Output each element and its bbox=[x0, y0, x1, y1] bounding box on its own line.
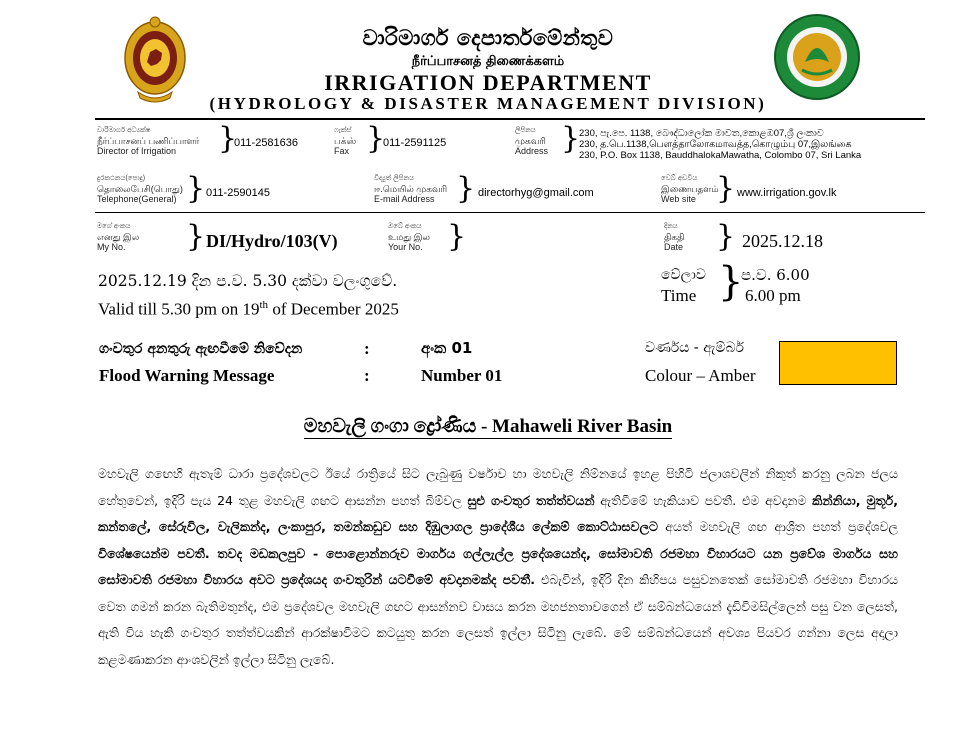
telephone-label: දුරකථනය(පොදු) தொலைபேசி(பொது) Telephone(General) bbox=[97, 175, 183, 204]
time-value-sinhala: ප.ව. 6.00 bbox=[741, 266, 810, 284]
validity-sinhala: 2025.12.19 දින ප.ව. 5.30 දක්වා වලංගුවේ. bbox=[98, 272, 398, 290]
dept-title-sinhala: වාරිමාර්ග දෙපාර්තමේන්තුව bbox=[362, 26, 614, 50]
brace: } bbox=[561, 121, 581, 156]
bold-emphasis: කින්නියා, මුතූර්, කන්තලේ, සේරුවිල, වැලිකන්ද, ලංකාපුර, තමන්කඩුව සහ දිඹුලාගල ප්‍රාදේශීය ලේකම් කොට්ඨාසවලට bbox=[98, 492, 898, 534]
email-address[interactable]: directorhyg@gmail.com bbox=[478, 187, 594, 199]
time-label-english: Time bbox=[661, 286, 697, 305]
header-divider bbox=[95, 118, 925, 120]
address-label: ලිපිනය முகவரி Address bbox=[515, 127, 549, 156]
dept-title-tamil: நீர்ப்பாசனத் திணைக்களம் bbox=[411, 54, 565, 69]
warning-number-sinhala: අංක 01 bbox=[421, 339, 473, 357]
your-no-label: ඔබේ අංකය உமது இல Your No. bbox=[388, 223, 430, 252]
address-lines: 230, පැ.පෙ. 1138, බෞද්ධාලෝක මාවත,කොළඹ07,ශ්‍රී ලංකාව 230, த.பெ.1138,பௌத்தாலோகமாவத்த,கொழும்பு 07,இலங்கை 230, P.O. Box 1138, BauddhalokaMawatha, Colombo 07, Sri Lanka bbox=[579, 128, 862, 161]
brace: } bbox=[456, 171, 476, 206]
my-no-label: මගේ අංකය எனது இல My No. bbox=[97, 223, 140, 252]
contacts-divider bbox=[95, 212, 925, 213]
director-phone: 011-2581636 bbox=[234, 137, 299, 149]
river-basin-heading: මහවැලි ගංගා ද්‍රෝණිය - Mahaweli River Basin bbox=[303, 416, 673, 437]
colon: : bbox=[364, 366, 370, 385]
dept-title-english: IRRIGATION DEPARTMENT bbox=[324, 70, 652, 95]
brace: } bbox=[447, 219, 467, 254]
warning-label-sinhala: ගංවතුර අනතුරු ඇඟවීමේ නිවේදන bbox=[99, 341, 303, 357]
bold-emphasis: විශේෂයෙන්ම පවතී. තවද මඩකලපුව - පොළොන්නරුව මාර්ගය ගල්ලැල්ල ප්‍රදේශයෙන්ද, සෝමාවති රජමහා විහාරයට යන ප්‍රවේශ මාර්ගය සහ සෝමාවති රජමහා විහාරය අවට ප්‍රදේශයද ගංවතුරින් යටවීමේ අවදානමක්ද පවතී. bbox=[98, 545, 898, 587]
director-label: වාරිමාර්ග අධ්‍යක්ෂ நீர்ப்பாசனப் பணிப்பாளர் Director of Irrigation bbox=[97, 127, 200, 156]
time-value-english: 6.00 pm bbox=[745, 286, 801, 305]
warning-number-english: Number 01 bbox=[421, 366, 503, 385]
division-subtitle: (HYDROLOGY & DISASTER MANAGEMENT DIVISION) bbox=[209, 94, 767, 113]
fax-number: 011-2591125 bbox=[383, 137, 447, 149]
warning-body-paragraph: මහවැලි ගඟෙහි ඇතැම් ධාරා ප්‍රදේශවලට ඊයේ රාත්‍රියේ සිට ලැබුණු වර්ෂාව හා මහවැලි නිම්නයේ ඉහළ පිහිටි ජලාශවලින් නිකුත් කරනු ලබන ජලය හේතුවෙන්, ඉදිරි පැය 24 තුළ මහවැලි ගඟට ආසන්න පහත් බිම්වල සුළු ගංවතුර තත්ත්වයන් ඇතිවීමේ හැකියාව පවතී. එම අවදානම කින්නියා, මුතූර්, කන්තලේ, සේරුවිල, වැලිකන්ද, ලංකාපුර, තමන්කඩුව සහ දිඹුලාගල ප්‍රාදේශීය ලේකම් කොට්ඨාසවලට අයත් මහවැලි ගඟ ආශ්‍රිත පහත් ප්‍රදේශවල විශේෂයෙන්ම පවතී. තවද මඩකලපුව - පොළොන්නරුව මාර්ගය ගල්ලැල්ල ප්‍රදේශයෙන්ද, සෝමාවති රජමහා විහාරයට යන ප්‍රවේශ මාර්ගය සහ සෝමාවති රජමහා විහාරය අවට ප්‍රදේශයද ගංවතුරින් යටවීමේ අවදානමක්ද පවතී. එබැවින්, ඉදිරි දින කිහිපය පසුවනතෙක් සෝමාවති රජමහා විහාරය වෙත ගමන් කරන බැතිමතුන්ද, එම ප්‍රදේශවල මහවැලි ගඟට ආසන්නව වාසය කරන මහජනතාවගෙන් ඒ සම්බන්ධයෙන් දැඩිවිමසිල්ලෙන් පසු වන ලෙසත්, ඇති විය හැකි ගංවතුර තත්ත්වයකින් ආරක්ෂාවීමට කටයුතු කරන ලෙසත් ඉල්ලා සිටිනු ලැබේ. මේ සම්බන්ධයෙන් අවශ්‍ය පියවර ගන්නා ලෙස අදාලා කළමණාකරන ආංශවලින් ඉල්ලා සිටිනු ලැබේ. bbox=[98, 466, 899, 667]
issue-date: 2025.12.18 bbox=[742, 231, 823, 251]
brace: } bbox=[718, 259, 744, 305]
brace: } bbox=[218, 121, 238, 156]
date-label: දිනය திகதி Date bbox=[664, 223, 685, 252]
brace: } bbox=[716, 219, 736, 254]
warning-label-english: Flood Warning Message bbox=[99, 366, 275, 385]
my-reference-number: DI/Hydro/103(V) bbox=[206, 231, 338, 251]
brace: } bbox=[366, 121, 386, 156]
brace: } bbox=[186, 219, 206, 254]
website-url[interactable]: www.irrigation.gov.lk bbox=[737, 187, 837, 199]
colon: : bbox=[364, 339, 370, 358]
colour-label-sinhala: වර්ණය - ඇම්බර් bbox=[645, 340, 744, 356]
fax-label: ෆැක්ස් பக்ஸ் Fax bbox=[334, 127, 357, 156]
irrigation-dept-logo-icon bbox=[772, 12, 862, 102]
time-label-sinhala: වේලාව bbox=[661, 267, 706, 283]
brace: } bbox=[716, 171, 736, 206]
validity-english: Valid till 5.30 pm on 19th of December 2025 bbox=[98, 299, 399, 319]
telephone-number: 011-2590145 bbox=[206, 187, 271, 199]
website-label: වෙබ් අඩවිය இணையதளம் Web site bbox=[661, 175, 719, 204]
bold-emphasis: සුළු ගංවතුර තත්ත්වයන් bbox=[467, 492, 595, 508]
email-label: විද්‍යුත් ලිපිනය ஈ.மெயில் முகவரி E-mail Address bbox=[374, 175, 448, 204]
amber-colour-swatch bbox=[779, 341, 897, 385]
colour-label-english: Colour – Amber bbox=[645, 366, 756, 385]
brace: } bbox=[186, 171, 206, 206]
